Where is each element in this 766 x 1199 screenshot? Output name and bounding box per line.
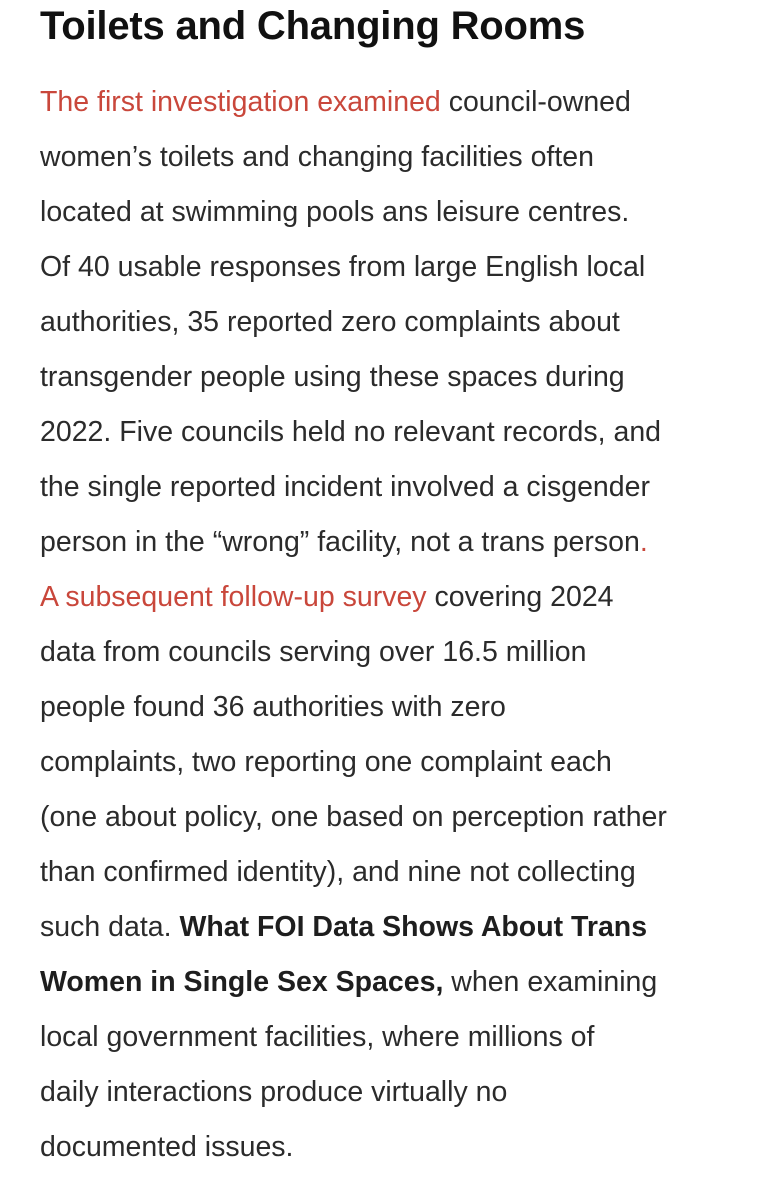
body-line	[40, 955, 740, 1010]
line-text: council-owned	[440, 86, 631, 118]
body-line: located at swimming pools ans leisure centres.	[40, 196, 630, 228]
body-line: 2022. Five councils held no relevant records, and	[40, 416, 662, 448]
bold-title-part-2: Women in Single Sex Spaces,	[40, 966, 444, 998]
body-line: than confirmed identity), and nine not collecting	[40, 856, 636, 888]
body-line: people found 36 authorities with zero	[40, 691, 506, 723]
article	[40, 0, 740, 1175]
article-heading: Toilets and Changing Rooms	[40, 4, 586, 48]
body-line	[40, 900, 740, 955]
body-line: authorities, 35 reported zero complaints about	[40, 306, 620, 338]
line-text: covering 2024	[426, 581, 614, 613]
follow-up-survey-link[interactable]: A subsequent follow-up survey	[40, 581, 427, 613]
body-line	[40, 75, 740, 130]
body-line: local government facilities, where millions of	[40, 1021, 595, 1053]
body-line: (one about policy, one based on perception rather	[40, 801, 667, 833]
body-line: Of 40 usable responses from large English local	[40, 251, 646, 283]
line-text: person in the “wrong” facility, not a trans person	[40, 526, 640, 558]
body-line: women’s toilets and changing facilities often	[40, 141, 594, 173]
line-text: such data.	[40, 911, 180, 943]
article-body	[40, 50, 740, 1175]
body-line: daily interactions produce virtually no	[40, 1076, 508, 1108]
body-line: documented issues.	[40, 1131, 294, 1163]
period-link[interactable]: .	[639, 526, 648, 558]
body-line: transgender people using these spaces during	[40, 361, 625, 393]
body-line	[40, 515, 740, 570]
body-line	[40, 570, 740, 625]
first-investigation-link[interactable]: The first investigation examined	[40, 86, 441, 118]
body-line: data from councils serving over 16.5 million	[40, 636, 587, 668]
body-line: the single reported incident involved a cisgender	[40, 471, 650, 503]
bold-title-part-1: What FOI Data Shows About Trans	[179, 911, 648, 943]
line-text: when examining	[443, 966, 658, 998]
body-line: complaints, two reporting one complaint each	[40, 746, 612, 778]
